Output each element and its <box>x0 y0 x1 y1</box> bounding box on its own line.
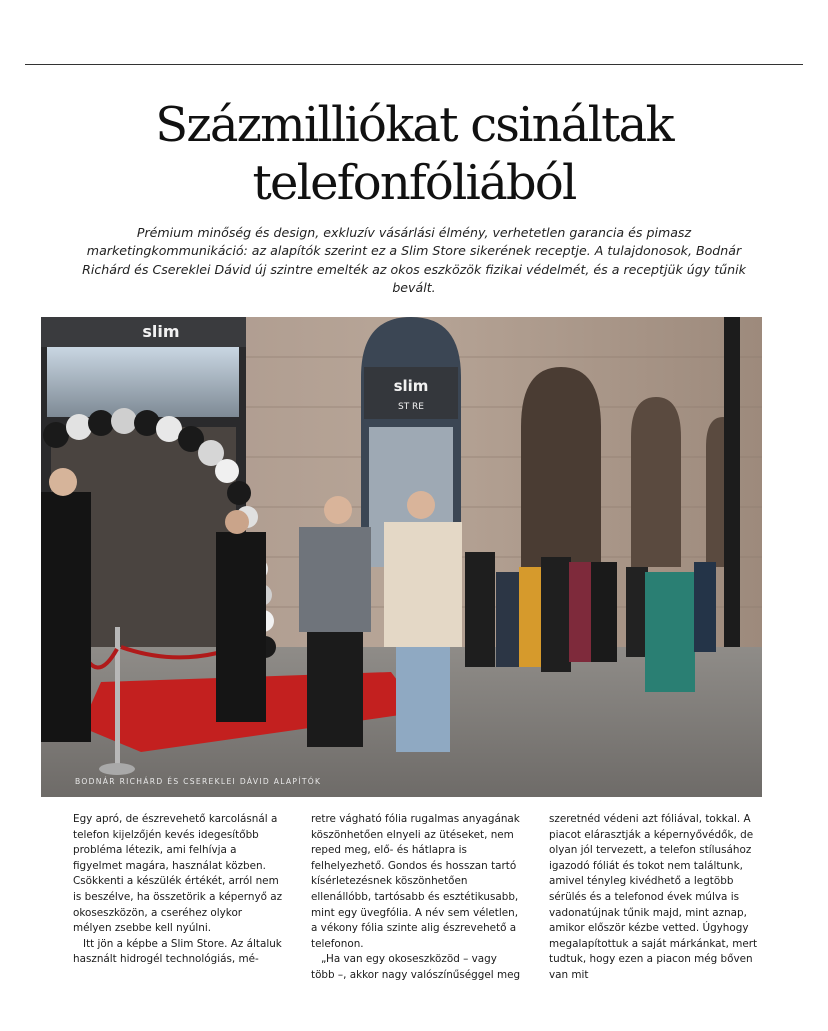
body-paragraph: Egy apró, de észrevehető karcolásnál a telefon kijelzőjén kevés idegesítőbb probléma létezik, ami felhívja a figyelmet magára, használat közben. Csökkenti a készülék értékét, arról nem is beszélve, ha összetörik a képernyő az okoseszközön, a cseréhez olykor mélyen zsebbe kell nyúlni. <box>73 813 283 935</box>
top-rule <box>25 64 803 65</box>
body-paragraph: szeretnéd védeni azt fóliával, tokkal. A piacot elárasztják a képernyővédők, de olyan jól tervezett, a telefon stílusához igazodó fóliát és tokot nem találtunk, amivel tényleg kivédhető a legtöbb sérülés és a telefonod évek múlva is vadonatújnak tűnik majd, mint aznap, amikor először kézbe vetted. Úgyhogy megalapítottuk a saját márkánkat, mert tudtuk, hogy ezen a piacon még bőven van mit <box>549 813 758 981</box>
title-line-1: Százmilliókat csináltak <box>155 97 673 153</box>
store-sign-center-text: slim <box>393 377 429 395</box>
store-sign-left-text: slim <box>142 322 180 341</box>
store-sign-center-subtext: ST RE <box>397 402 425 412</box>
body-paragraph: Itt jön a képbe a Slim Store. Az általuk használt hidrogél technológiás, mé- <box>73 937 282 966</box>
body-column-1 <box>73 812 283 1022</box>
photo-caption: BODNÁR RICHÁRD ÉS CSEREKLEI DÁVID ALAPÍTÓK <box>75 777 322 786</box>
body-paragraph: „Ha van egy okoseszközöd – vagy több –, akkor nagy valószínűséggel meg <box>311 953 521 981</box>
article-lead: Prémium minőség és design, exkluzív vásárlási élmény, verhetetlen garancia és pimasz marketingkommunikáció: az alapítók szerint ez a Slim Store sikerének receptje. A tulajdonosok, Bodnár Richárd és Csereklei Dávid új szintre emelték az okos eszközök fizikai védelmét, és a receptjük úgy tűnik bevált. <box>82 225 746 296</box>
title-line-2: telefonfóliából <box>252 155 576 211</box>
body-column-3 <box>549 812 759 1022</box>
article-body <box>73 812 759 1022</box>
storefront-photo-illustration <box>41 317 762 797</box>
body-paragraph: retre vágható fólia rugalmas anyagának köszönhetően elnyeli az ütéseket, nem reped meg, elő- és hátlapra is felhelyezhető. Gondos és hosszan tartó kísérletezésnek köszönhetően ellenállóbb, tartósabb és esztétikusabb, mint egy üvegfólia. A név sem véletlen, a vékony fólia szinte alig észrevehető a telefonon. <box>311 813 520 950</box>
article-photo <box>41 317 762 797</box>
body-column-2 <box>311 812 521 1022</box>
article-title <box>40 96 788 212</box>
